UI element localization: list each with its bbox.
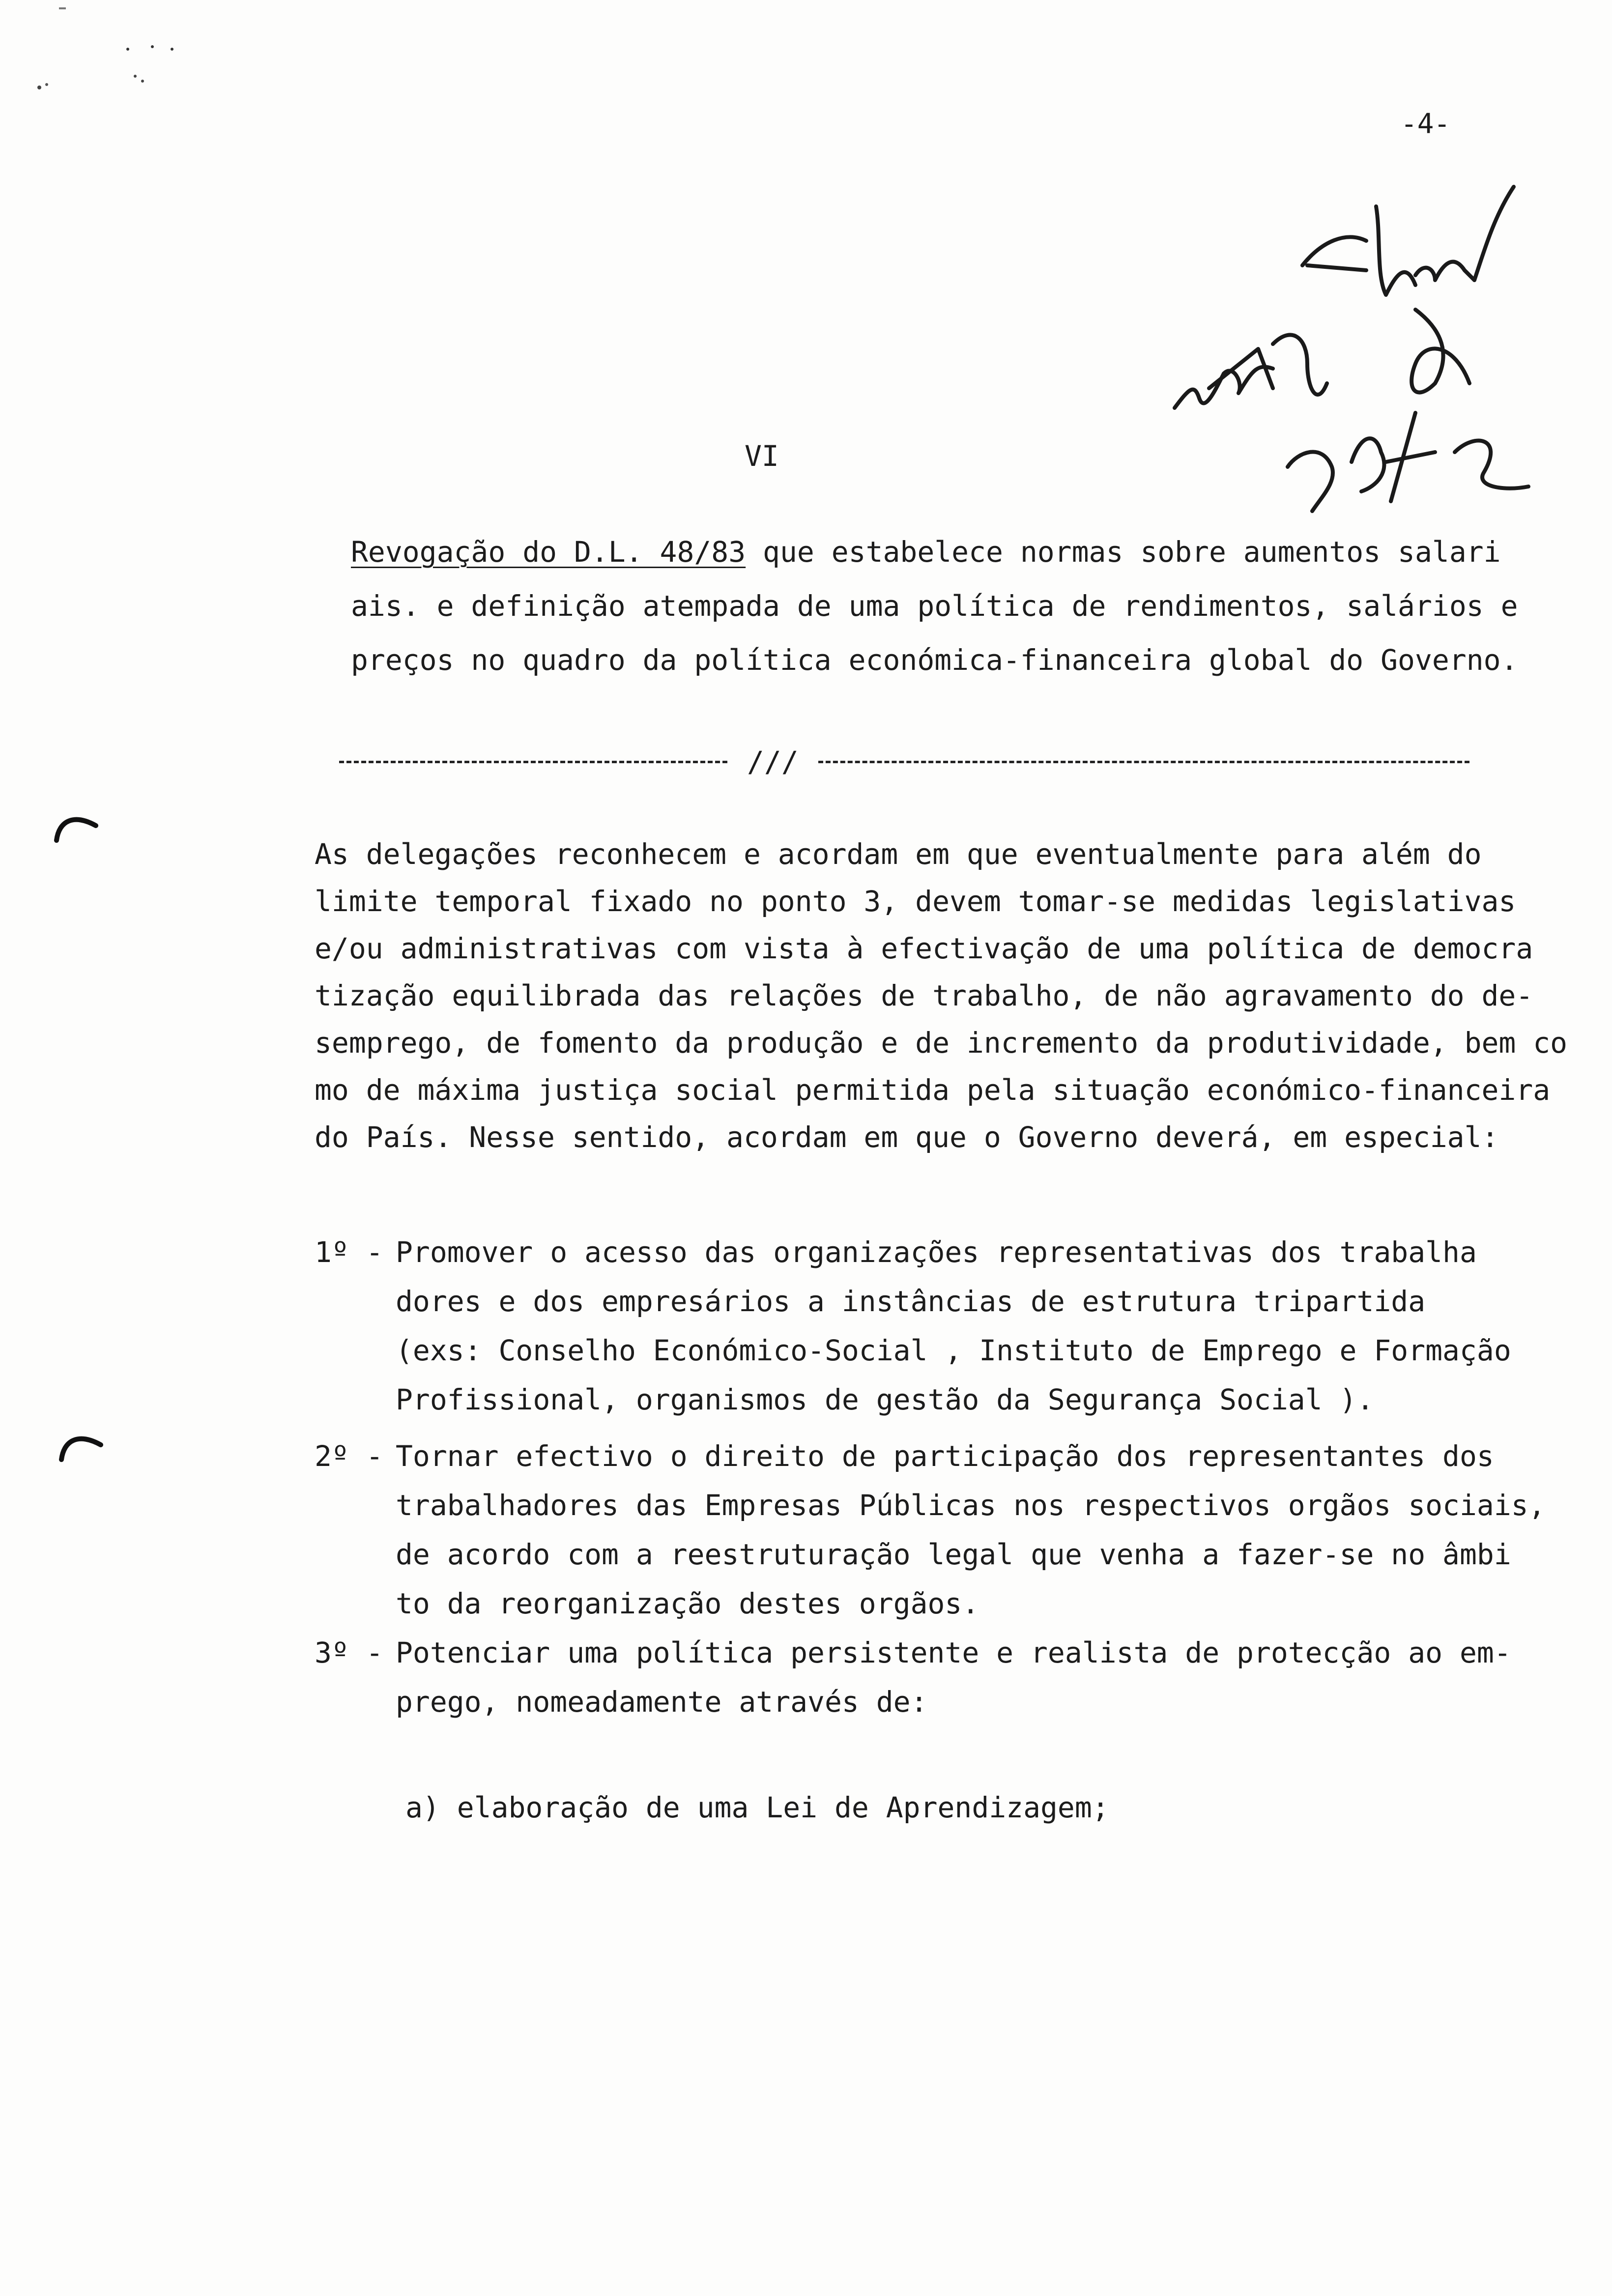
bracket-mark-icon	[54, 811, 98, 845]
heading-line-1	[351, 528, 1501, 575]
list-item-line: prego, nomeadamente através de:	[396, 1685, 928, 1719]
bracket-mark-icon	[59, 1430, 103, 1464]
list-item-line: dores e dos empresários a instâncias de estrutura tripartida	[396, 1285, 1426, 1318]
list-item-line: trabalhadores das Empresas Públicas nos respectivos orgãos sociais,	[396, 1489, 1546, 1522]
list-item-line: Profissional, organismos de gestão da Segurança Social ).	[396, 1383, 1374, 1416]
section-divider	[339, 737, 1469, 786]
list-item-number: 1º -	[315, 1235, 383, 1269]
sub-list-item: a) elaboração de uma Lei de Aprendizagem;	[405, 1791, 1109, 1824]
intro-line: limite temporal fixado no ponto 3, devem tomar-se medidas legislativas	[315, 885, 1516, 918]
scan-specks	[29, 0, 206, 98]
list-item-line: de acordo com a reestruturação legal que venha a fazer-se no âmbi	[396, 1538, 1511, 1571]
intro-line: tização equilibrada das relações de trabalho, de não agravamento do de-	[315, 979, 1533, 1012]
intro-line: As delegações reconhecem e acordam em que eventualmente para além do	[315, 837, 1482, 871]
list-item-line: to da reorganização destes orgãos.	[396, 1587, 979, 1620]
list-item-line: Potenciar uma política persistente e realista de protecção ao em-	[396, 1636, 1511, 1669]
intro-line: mo de máxima justiça social permitida pela situação económico-financeira	[315, 1073, 1551, 1107]
divider-dash-right	[818, 761, 1469, 763]
handwritten-signature	[1160, 177, 1543, 521]
heading-line-2: ais. e definição atempada de uma política de rendimentos, salários e	[351, 589, 1518, 623]
divider-dash-left	[339, 761, 727, 763]
page-number: -4-	[1401, 108, 1451, 140]
divider-mark: ///	[747, 745, 799, 778]
list-item-number: 3º -	[315, 1636, 383, 1669]
intro-line: do País. Nesse sentido, acordam em que o Governo deverá, em especial:	[315, 1120, 1499, 1154]
intro-line: e/ou administrativas com vista à efectivação de uma política de democra	[315, 932, 1533, 965]
list-item-number: 2º -	[315, 1439, 383, 1473]
list-item-line: (exs: Conselho Económico-Social , Instituto de Emprego e Formação	[396, 1334, 1511, 1367]
intro-line: semprego, de fomento da produção e de incremento da produtividade, bem co	[315, 1026, 1568, 1060]
section-number: VI	[745, 439, 779, 473]
heading-text: que estabelece normas sobre aumentos salari	[746, 535, 1501, 569]
list-item-line: Promover o acesso das organizações representativas dos trabalha	[396, 1235, 1477, 1269]
heading-line-3: preços no quadro da política económica-financeira global do Governo.	[351, 643, 1518, 677]
heading-underlined-text: Revogação do D.L. 48/83	[351, 535, 746, 569]
list-item-line: Tornar efectivo o direito de participação dos representantes dos	[396, 1439, 1494, 1473]
